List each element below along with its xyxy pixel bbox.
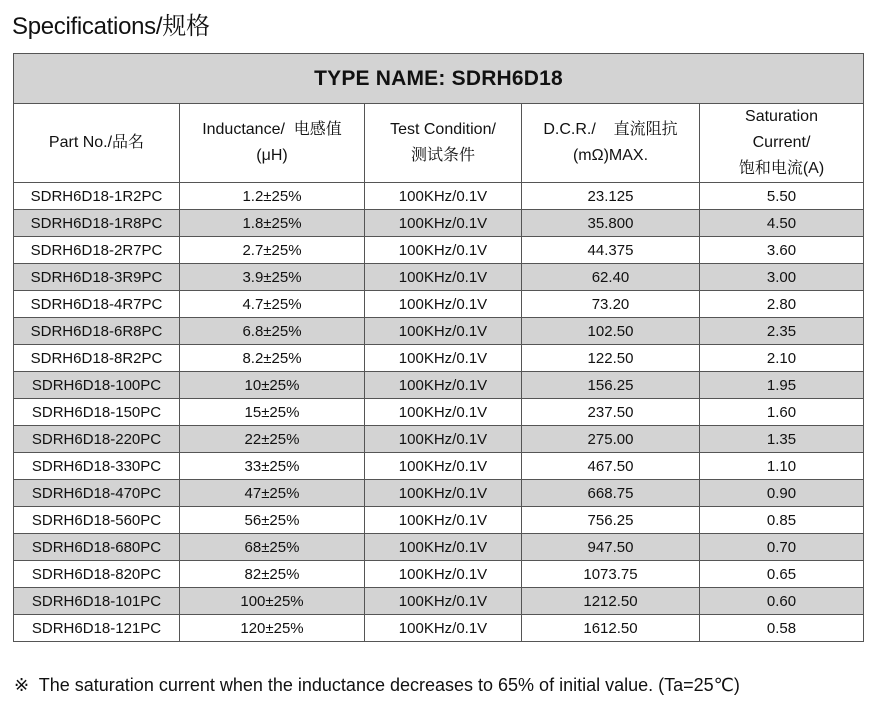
cell-inductance: 3.9±25% xyxy=(180,264,365,291)
cell-part: SDRH6D18-820PC xyxy=(14,561,180,588)
cell-dcr: 1612.50 xyxy=(522,615,700,642)
table-row xyxy=(14,210,864,237)
cell-test: 100KHz/0.1V xyxy=(365,426,522,453)
cell-inductance: 22±25% xyxy=(180,426,365,453)
cell-sat: 2.80 xyxy=(700,291,864,318)
table-body xyxy=(14,183,864,642)
table-row xyxy=(14,318,864,345)
cell-dcr: 35.800 xyxy=(522,210,700,237)
cell-test: 100KHz/0.1V xyxy=(365,318,522,345)
cell-dcr: 756.25 xyxy=(522,507,700,534)
cell-sat: 1.35 xyxy=(700,426,864,453)
cell-part: SDRH6D18-4R7PC xyxy=(14,291,180,318)
header-inductance xyxy=(180,104,365,183)
cell-sat: 0.90 xyxy=(700,480,864,507)
cell-part: SDRH6D18-101PC xyxy=(14,588,180,615)
cell-inductance: 56±25% xyxy=(180,507,365,534)
cell-inductance: 6.8±25% xyxy=(180,318,365,345)
cell-test: 100KHz/0.1V xyxy=(365,480,522,507)
cell-test: 100KHz/0.1V xyxy=(365,588,522,615)
table-row xyxy=(14,399,864,426)
cell-part: SDRH6D18-560PC xyxy=(14,507,180,534)
cell-dcr: 23.125 xyxy=(522,183,700,210)
cell-sat: 5.50 xyxy=(700,183,864,210)
cell-dcr: 1212.50 xyxy=(522,588,700,615)
cell-sat: 1.95 xyxy=(700,372,864,399)
cell-inductance: 120±25% xyxy=(180,615,365,642)
cell-part: SDRH6D18-150PC xyxy=(14,399,180,426)
cell-dcr: 275.00 xyxy=(522,426,700,453)
header-sat-line2: Current/ xyxy=(752,134,811,151)
cell-dcr: 947.50 xyxy=(522,534,700,561)
table-row xyxy=(14,561,864,588)
cell-inductance: 47±25% xyxy=(180,480,365,507)
table-row xyxy=(14,480,864,507)
cell-inductance: 2.7±25% xyxy=(180,237,365,264)
cell-sat: 4.50 xyxy=(700,210,864,237)
type-name: TYPE NAME: SDRH6D18 xyxy=(14,54,864,104)
cell-part: SDRH6D18-1R8PC xyxy=(14,210,180,237)
cell-test: 100KHz/0.1V xyxy=(365,237,522,264)
cell-test: 100KHz/0.1V xyxy=(365,561,522,588)
cell-test: 100KHz/0.1V xyxy=(365,534,522,561)
cell-part: SDRH6D18-2R7PC xyxy=(14,237,180,264)
cell-test: 100KHz/0.1V xyxy=(365,372,522,399)
cell-dcr: 237.50 xyxy=(522,399,700,426)
header-part-no xyxy=(14,104,180,183)
header-test-line1: Test Condition/ xyxy=(390,121,496,138)
specifications-table xyxy=(13,53,864,642)
cell-inductance: 68±25% xyxy=(180,534,365,561)
cell-sat: 1.10 xyxy=(700,453,864,480)
cell-sat: 0.70 xyxy=(700,534,864,561)
cell-part: SDRH6D18-470PC xyxy=(14,480,180,507)
cell-sat: 0.58 xyxy=(700,615,864,642)
cell-part: SDRH6D18-8R2PC xyxy=(14,345,180,372)
cell-sat: 0.85 xyxy=(700,507,864,534)
header-part-no-label: Part No./品名 xyxy=(48,134,145,151)
header-inductance-line2: (μH) xyxy=(256,147,288,164)
type-name-row xyxy=(14,54,864,104)
cell-part: SDRH6D18-121PC xyxy=(14,615,180,642)
header-row xyxy=(14,104,864,183)
cell-inductance: 10±25% xyxy=(180,372,365,399)
cell-test: 100KHz/0.1V xyxy=(365,291,522,318)
cell-test: 100KHz/0.1V xyxy=(365,345,522,372)
table-row xyxy=(14,345,864,372)
cell-sat: 2.10 xyxy=(700,345,864,372)
cell-test: 100KHz/0.1V xyxy=(365,399,522,426)
table-row xyxy=(14,615,864,642)
cell-dcr: 44.375 xyxy=(522,237,700,264)
cell-sat: 1.60 xyxy=(700,399,864,426)
cell-inductance: 1.2±25% xyxy=(180,183,365,210)
cell-sat: 2.35 xyxy=(700,318,864,345)
table-row xyxy=(14,264,864,291)
table-row xyxy=(14,588,864,615)
header-sat-line3: 饱和电流(A) xyxy=(738,160,825,177)
cell-part: SDRH6D18-1R2PC xyxy=(14,183,180,210)
cell-test: 100KHz/0.1V xyxy=(365,264,522,291)
cell-test: 100KHz/0.1V xyxy=(365,507,522,534)
cell-inductance: 4.7±25% xyxy=(180,291,365,318)
cell-sat: 3.60 xyxy=(700,237,864,264)
cell-part: SDRH6D18-220PC xyxy=(14,426,180,453)
cell-part: SDRH6D18-6R8PC xyxy=(14,318,180,345)
cell-part: SDRH6D18-680PC xyxy=(14,534,180,561)
footnote: ※ The saturation current when the inductance decreases to 65% of initial value. (Ta=25℃) xyxy=(14,675,740,695)
cell-inductance: 33±25% xyxy=(180,453,365,480)
cell-part: SDRH6D18-100PC xyxy=(14,372,180,399)
cell-test: 100KHz/0.1V xyxy=(365,615,522,642)
cell-sat: 0.60 xyxy=(700,588,864,615)
table-row xyxy=(14,372,864,399)
header-dcr-line1: D.C.R./ 直流阻抗 xyxy=(543,121,678,138)
cell-inductance: 15±25% xyxy=(180,399,365,426)
cell-dcr: 156.25 xyxy=(522,372,700,399)
cell-test: 100KHz/0.1V xyxy=(365,453,522,480)
cell-part: SDRH6D18-330PC xyxy=(14,453,180,480)
cell-test: 100KHz/0.1V xyxy=(365,183,522,210)
cell-inductance: 82±25% xyxy=(180,561,365,588)
cell-dcr: 668.75 xyxy=(522,480,700,507)
cell-part: SDRH6D18-3R9PC xyxy=(14,264,180,291)
table-row xyxy=(14,507,864,534)
cell-sat: 0.65 xyxy=(700,561,864,588)
cell-test: 100KHz/0.1V xyxy=(365,210,522,237)
table-row xyxy=(14,237,864,264)
cell-inductance: 100±25% xyxy=(180,588,365,615)
table-row xyxy=(14,453,864,480)
cell-inductance: 8.2±25% xyxy=(180,345,365,372)
cell-dcr: 1073.75 xyxy=(522,561,700,588)
cell-dcr: 62.40 xyxy=(522,264,700,291)
table-row xyxy=(14,183,864,210)
header-saturation xyxy=(700,104,864,183)
table-row xyxy=(14,291,864,318)
cell-sat: 3.00 xyxy=(700,264,864,291)
cell-inductance: 1.8±25% xyxy=(180,210,365,237)
cell-dcr: 73.20 xyxy=(522,291,700,318)
header-sat-line1: Saturation xyxy=(745,108,818,125)
header-dcr-line2: (mΩ)MAX. xyxy=(572,147,649,164)
table-row xyxy=(14,426,864,453)
header-dcr xyxy=(522,104,700,183)
table-row xyxy=(14,534,864,561)
page-title: Specifications/规格 xyxy=(12,13,210,40)
header-test-line2: 测试条件 xyxy=(410,147,475,164)
header-inductance-line1: Inductance/ 电感值 xyxy=(202,121,342,138)
cell-dcr: 122.50 xyxy=(522,345,700,372)
cell-dcr: 467.50 xyxy=(522,453,700,480)
header-test-condition xyxy=(365,104,522,183)
cell-dcr: 102.50 xyxy=(522,318,700,345)
